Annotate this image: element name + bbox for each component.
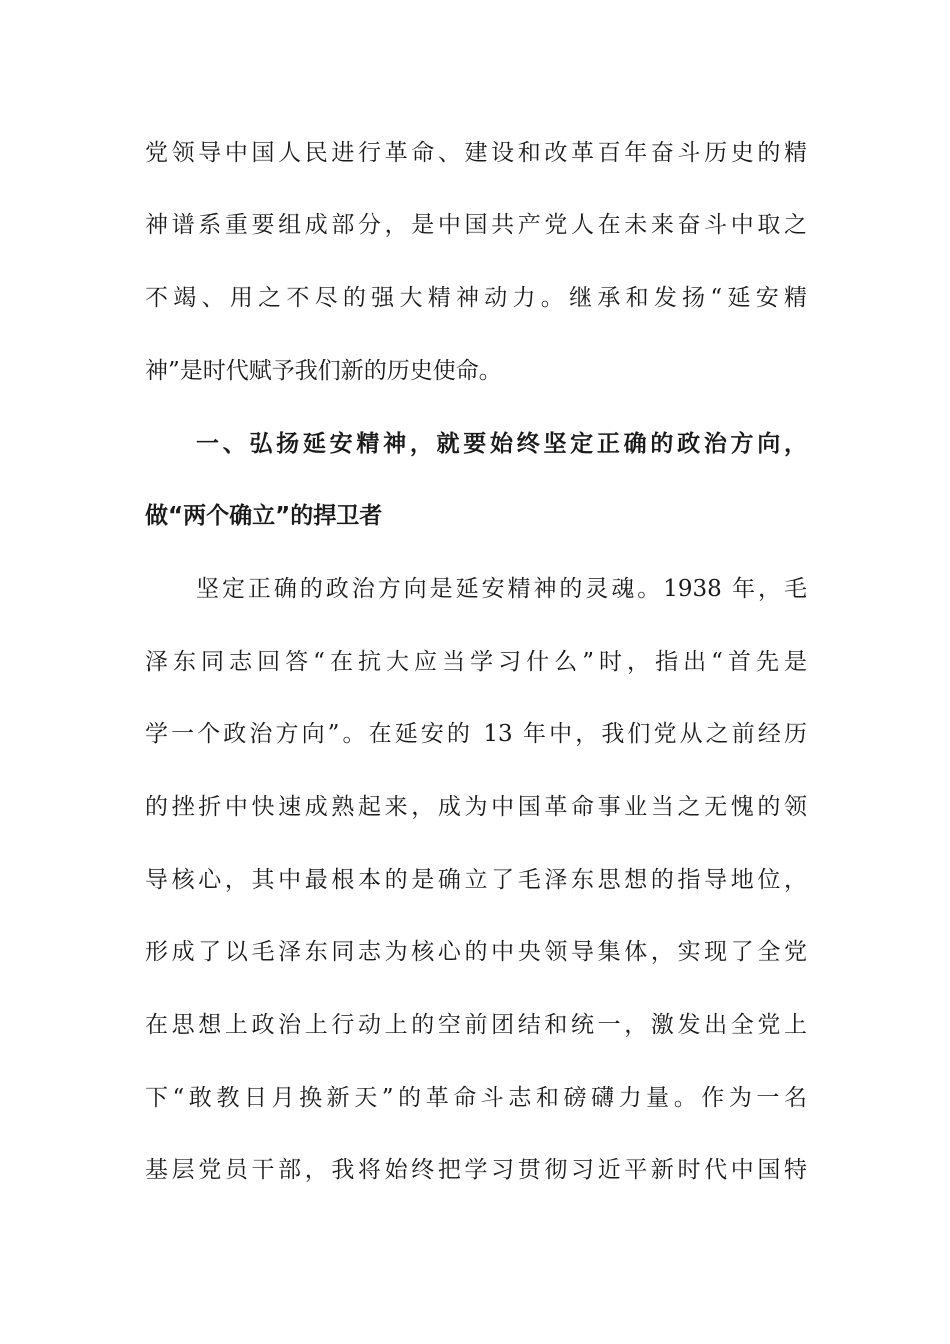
- section-heading-line: 做“两个确立”的捍卫者: [145, 503, 383, 529]
- body-text-line: 基层党员干部，我将始终把学习贯彻习近平新时代中国特: [145, 1157, 807, 1183]
- body-text-line: 泽东同志回答“在抗大应当学习什么”时，指出“首先是: [145, 649, 807, 675]
- body-text-line: 在思想上政治上行动上的空前团结和统一，激发出全党上: [145, 1012, 807, 1038]
- body-text-line: 的挫折中快速成熟起来，成为中国革命事业当之无愧的领: [145, 794, 807, 820]
- body-text-line: 神”是时代赋予我们新的历史使命。: [145, 358, 502, 384]
- body-text-line: 坚定正确的政治方向是延安精神的灵魂。1938 年，毛: [196, 576, 807, 602]
- body-text-line: 学一个政治方向”。在延安的 13 年中，我们党从之前经历: [145, 721, 807, 747]
- body-text-line: 神谱系重要组成部分，是中国共产党人在未来奋斗中取之: [145, 212, 807, 238]
- body-text-line: 党领导中国人民进行革命、建设和改革百年奋斗历史的精: [145, 140, 807, 166]
- body-text-line: 下“敢教日月换新天”的革命斗志和磅礴力量。作为一名: [145, 1085, 807, 1111]
- body-text-line: 不竭、用之不尽的强大精神动力。继承和发扬“延安精: [145, 285, 807, 311]
- section-heading-line: 一、弘扬延安精神，就要始终坚定正确的政治方向，: [196, 431, 807, 457]
- body-text-line: 形成了以毛泽东同志为核心的中央领导集体，实现了全党: [145, 939, 807, 965]
- body-text-line: 导核心，其中最根本的是确立了毛泽东思想的指导地位，: [145, 867, 807, 893]
